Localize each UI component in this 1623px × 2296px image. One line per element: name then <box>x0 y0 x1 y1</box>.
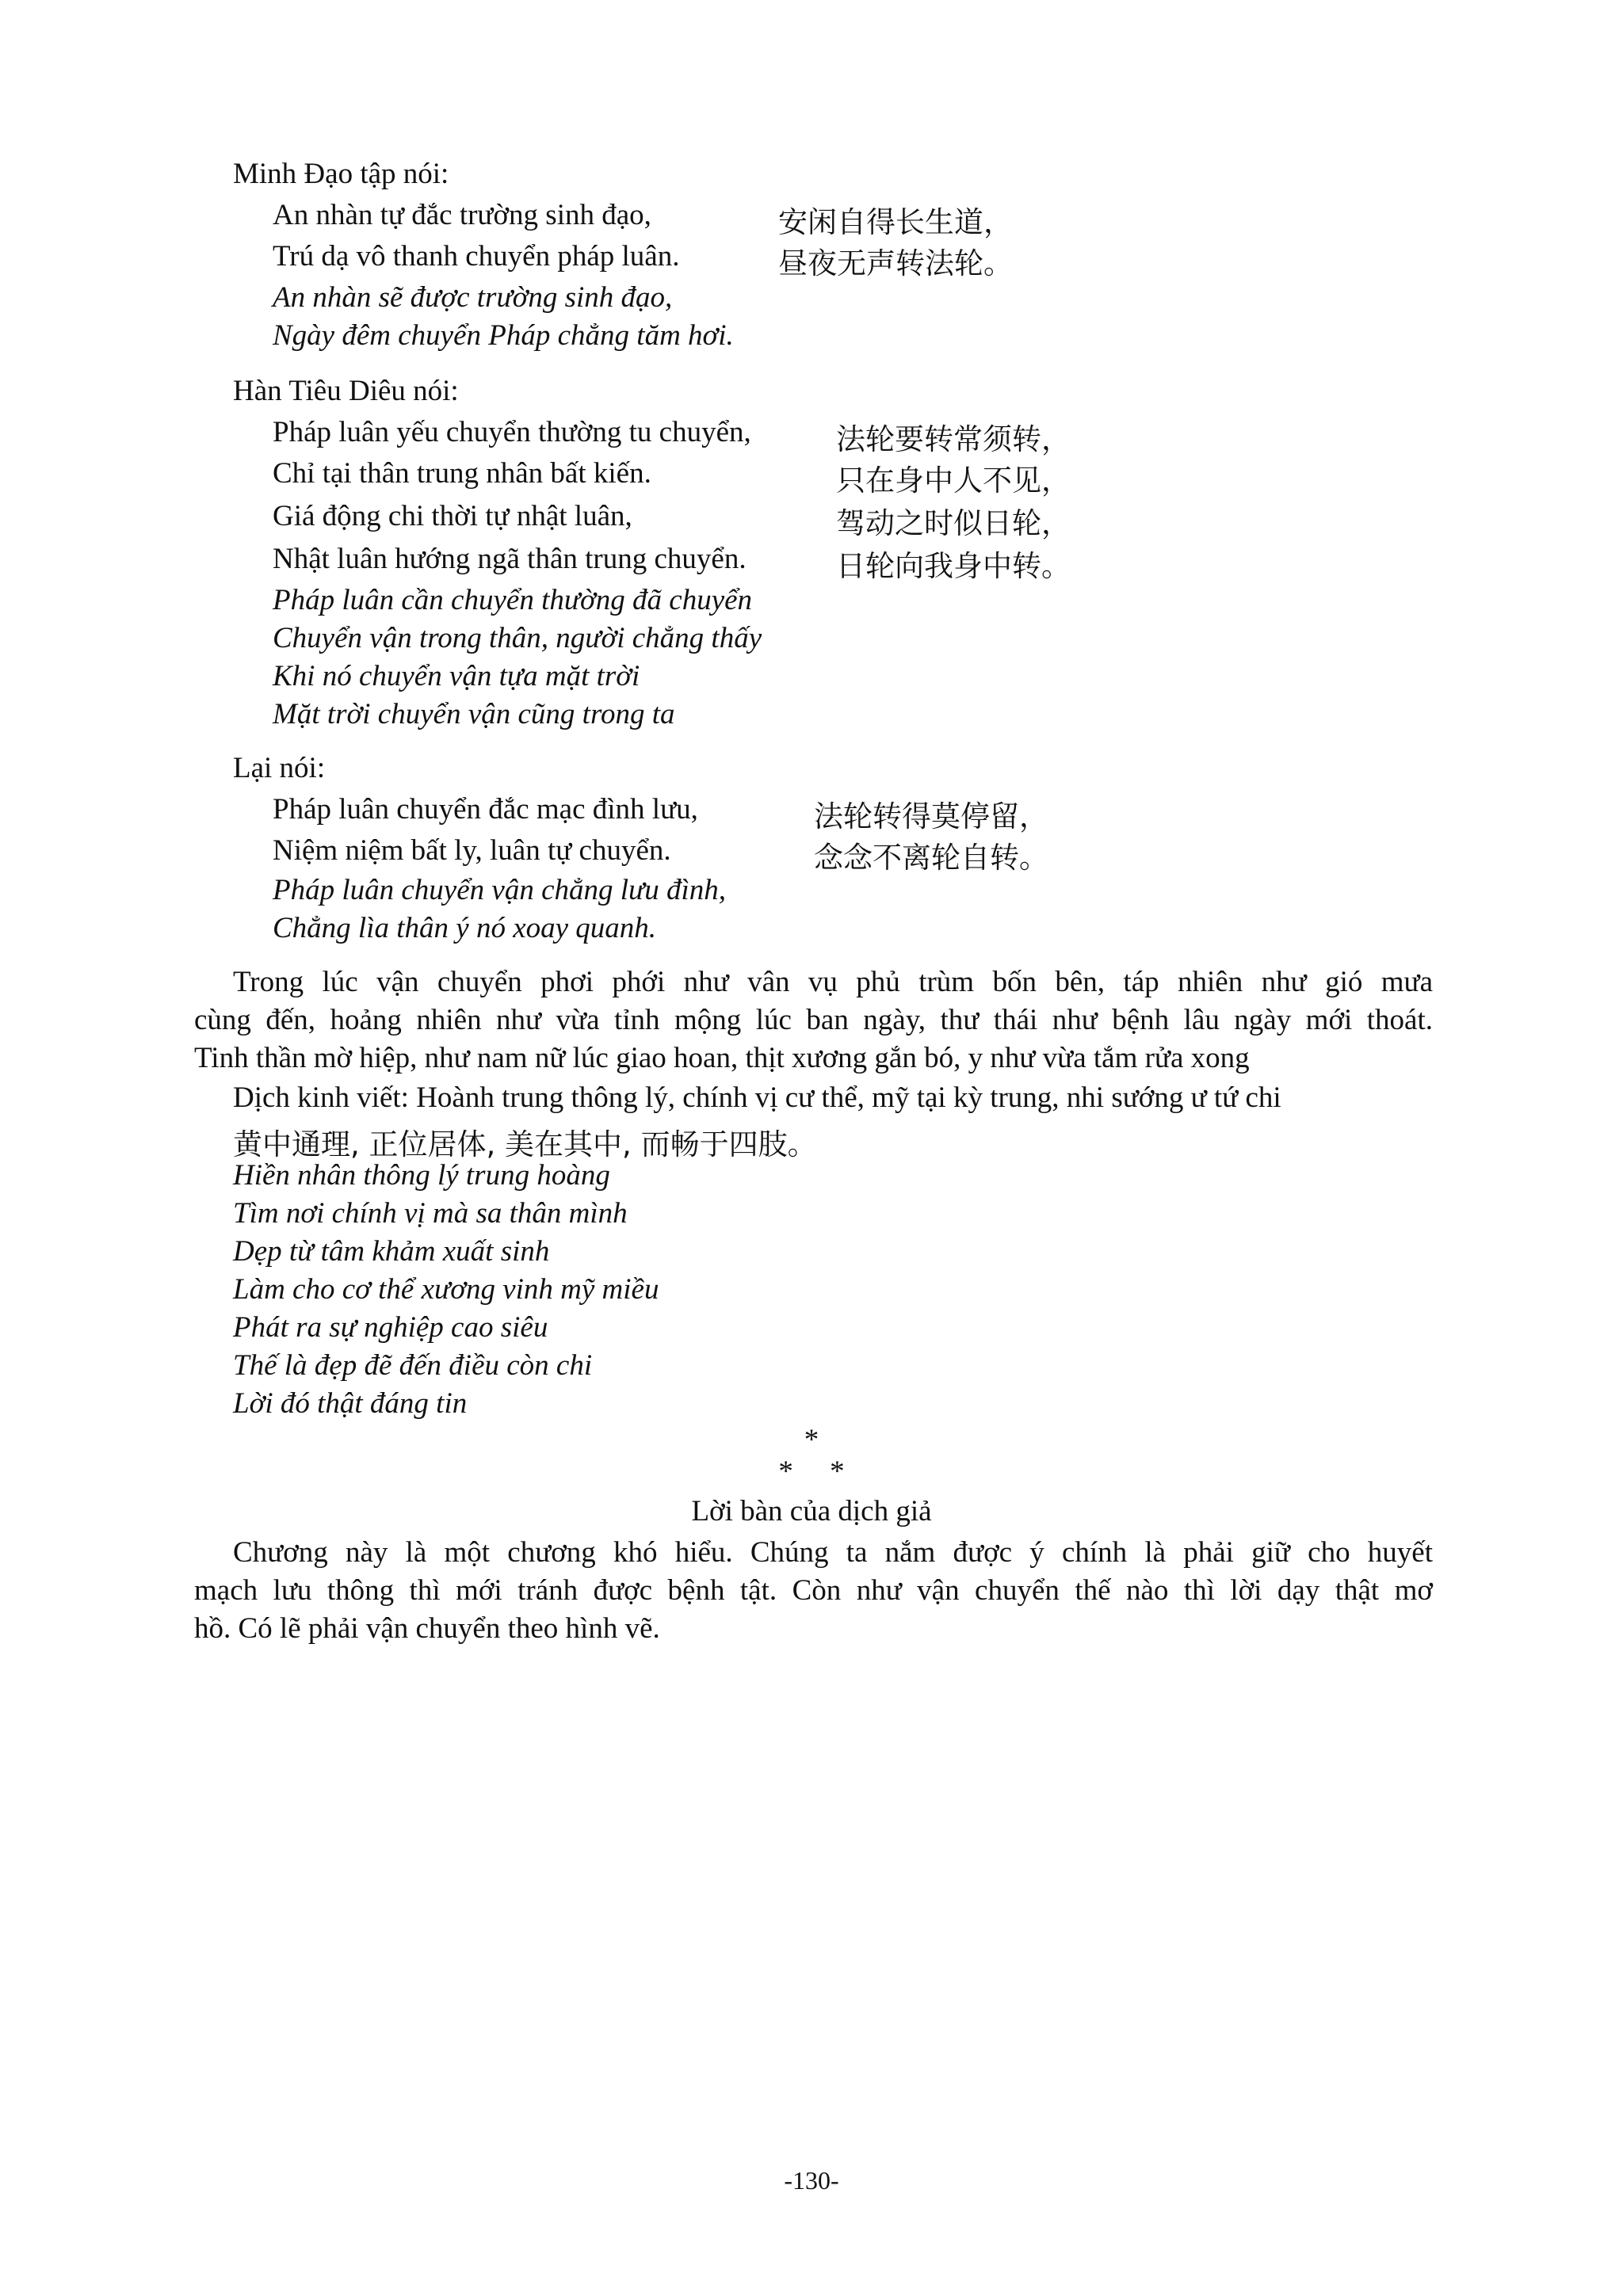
page-number: -130- <box>784 2166 839 2195</box>
section3-verse-2-han: 念念不离轮自转。 <box>814 841 1048 875</box>
section2-verse-3-viet: Giá động chi thời tự nhật luân, <box>273 500 632 532</box>
section3-heading: Lại nói: <box>233 752 326 784</box>
commentary-line-3: hồ. Có lẽ phải vận chuyển theo hình vẽ. <box>194 1612 660 1645</box>
section2-verse-4-viet: Nhật luân hướng ngã thân trung chuyển. <box>273 543 747 575</box>
quote-translation-7: Lời đó thật đáng tin <box>233 1387 468 1420</box>
quote-translation-4: Làm cho cơ thể xương vinh mỹ miều <box>233 1273 659 1306</box>
separator-star-top: * <box>804 1424 819 1456</box>
section2-translation-1: Pháp luân cần chuyển thường đã chuyển <box>273 584 753 616</box>
section3-verse-2-viet: Niệm niệm bất ly, luân tự chuyển. <box>273 834 671 867</box>
section1-translation-2: Ngày đêm chuyển Pháp chẳng tăm hơi. <box>273 319 734 352</box>
section2-verse-2-viet: Chỉ tại thân trung nhân bất kiến. <box>273 457 651 490</box>
section2-verse-2-han: 只在身中人不见， <box>836 463 1071 498</box>
quote-translation-5: Phát ra sự nghiệp cao siêu <box>233 1311 548 1344</box>
body-paragraph-line-3: Tinh thần mờ hiệp, như nam nữ lúc giao hoan, thịt xương gắn bó, y như vừa tắm rửa xong <box>194 1042 1250 1074</box>
quote-translation-6: Thế là đẹp đẽ đến điều còn chi <box>233 1349 593 1382</box>
section1-verse-1-han: 安闲自得长生道， <box>778 205 1013 239</box>
section2-translation-2: Chuyển vận trong thân, người chẳng thấy <box>273 622 762 654</box>
section2-heading: Hàn Tiêu Diêu nói: <box>233 375 459 407</box>
section3-verse-1-han: 法轮转得莫停留， <box>814 799 1048 833</box>
quote-vietnamese: Dịch kinh viết: Hoành trung thông lý, chính vị cư thể, mỹ tại kỳ trung, nhi sướng ư tứ chi <box>233 1081 1281 1114</box>
section2-verse-3-han: 驾动之时似日轮， <box>836 506 1071 540</box>
section1-verse-2-viet: Trú dạ vô thanh chuyển pháp luân. <box>273 240 680 273</box>
quote-translation-1: Hiền nhân thông lý trung hoàng <box>233 1159 610 1192</box>
section3-translation-2: Chẳng lìa thân ý nó xoay quanh. <box>273 912 657 944</box>
section2-translation-4: Mặt trời chuyển vận cũng trong ta <box>273 698 675 730</box>
separator-stars-bottom: * * <box>778 1455 845 1488</box>
section1-heading: Minh Đạo tập nói: <box>233 158 449 190</box>
body-paragraph-line-2: cùng đến, hoảng nhiên như vừa tỉnh mộng lúc ban ngày, thư thái như bệnh lâu ngày mới thoát. <box>194 1004 1433 1036</box>
section3-translation-1: Pháp luân chuyển vận chẳng lưu đình, <box>273 874 726 906</box>
section1-verse-2-han: 昼夜无声转法轮。 <box>778 246 1013 280</box>
quote-translation-2: Tìm nơi chính vị mà sa thân mình <box>233 1197 628 1230</box>
section1-translation-1: An nhàn sẽ được trường sinh đạo, <box>273 281 673 314</box>
section2-verse-1-viet: Pháp luân yếu chuyển thường tu chuyển, <box>273 416 751 448</box>
section2-verse-4-han: 日轮向我身中转。 <box>836 549 1071 583</box>
commentary-line-2: mạch lưu thông thì mới tránh được bệnh tật. Còn như vận chuyển thế nào thì lời dạy thật mơ <box>194 1574 1433 1607</box>
quote-chinese: 黄中通理, 正位居体, 美在其中, 而畅于四肢。 <box>233 1127 817 1161</box>
section2-verse-1-han: 法轮要转常须转， <box>836 422 1071 456</box>
quote-translation-3: Dẹp từ tâm khảm xuất sinh <box>233 1235 550 1268</box>
commentary-line-1: Chương này là một chương khó hiểu. Chúng ta nắm được ý chính là phải giữ cho huyết <box>233 1536 1433 1569</box>
section3-verse-1-viet: Pháp luân chuyển đắc mạc đình lưu, <box>273 793 698 826</box>
body-paragraph-line-1: Trong lúc vận chuyển phơi phới như vân vụ phủ trùm bốn bên, táp nhiên như gió mưa <box>233 966 1433 998</box>
section2-translation-3: Khi nó chuyển vận tựa mặt trời <box>273 660 640 692</box>
section1-verse-1-viet: An nhàn tự đắc trường sinh đạo, <box>273 199 651 231</box>
commentary-title: Lời bàn của dịch giả <box>691 1495 932 1527</box>
